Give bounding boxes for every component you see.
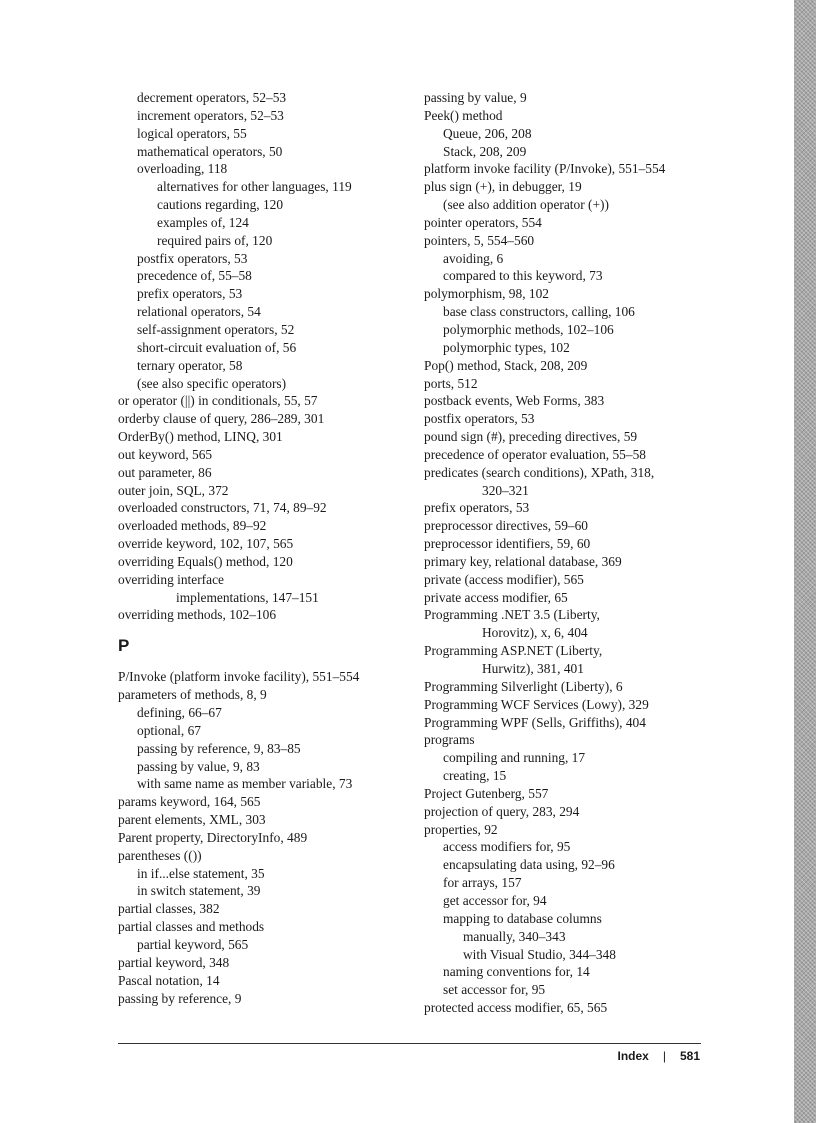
index-subentry: in if...else statement, 35 [137, 865, 265, 881]
index-subentry: creating, 15 [443, 768, 507, 784]
index-entry-continuation: Hurwitz), 381, 401 [482, 661, 584, 676]
index-entry: out parameter, 86 [118, 464, 212, 480]
index-subentry: relational operators, 54 [137, 304, 261, 320]
index-subentry: (see also addition operator (+)) [443, 197, 609, 213]
index-entry: parentheses (()) [118, 847, 202, 863]
index-subentry: with Visual Studio, 344–348 [463, 946, 616, 962]
index-subentry: decrement operators, 52–53 [137, 90, 287, 105]
index-entry: properties, 92 [424, 821, 498, 837]
section-letter-p: P [118, 636, 130, 656]
index-entry: preprocessor identifiers, 59, 60 [424, 536, 591, 552]
index-entry: Programming .NET 3.5 (Liberty, [424, 607, 600, 623]
page-number: 581 [679, 1049, 700, 1063]
index-entry: or operator (||) in conditionals, 55, 57 [118, 393, 318, 409]
index-subentry: ternary operator, 58 [137, 357, 243, 373]
index-subentry: partial keyword, 565 [137, 936, 249, 952]
index-subentry: (see also specific operators) [137, 375, 287, 391]
index-subentry: with same name as member variable, 73 [137, 776, 353, 792]
index-subentry: passing by reference, 9, 83–85 [137, 740, 301, 756]
left-entries-o [118, 89, 408, 624]
index-entry: plus sign (+), in debugger, 19 [424, 179, 582, 195]
index-entry: predicates (search conditions), XPath, 318, [424, 464, 655, 480]
index-entry: passing by reference, 9 [118, 990, 242, 1006]
index-subentry: get accessor for, 94 [443, 892, 547, 908]
index-entry: overriding Equals() method, 120 [118, 553, 293, 569]
index-entry: private (access modifier), 565 [424, 571, 584, 587]
index-entry: overriding interface [118, 571, 224, 587]
index-subentry: short-circuit evaluation of, 56 [137, 339, 297, 355]
index-entry: Programming WPF (Sells, Griffiths), 404 [424, 714, 646, 730]
index-entry: protected access modifier, 65, 565 [424, 1000, 608, 1016]
index-subentry: self-assignment operators, 52 [137, 321, 295, 337]
index-entry: overloaded constructors, 71, 74, 89–92 [118, 500, 327, 516]
index-entry: partial classes, 382 [118, 901, 220, 917]
index-entry-continuation: implementations, 147–151 [176, 589, 319, 605]
index-entry: postback events, Web Forms, 383 [424, 393, 605, 409]
index-subentry: passing by value, 9, 83 [137, 758, 260, 774]
index-entry: parent elements, XML, 303 [118, 812, 266, 828]
index-subentry: precedence of, 55–58 [137, 268, 252, 284]
index-entry: postfix operators, 53 [424, 411, 535, 427]
index-entry: prefix operators, 53 [424, 500, 530, 516]
footer-rule [118, 1043, 701, 1044]
left-entries-p [118, 668, 408, 1007]
index-entry: pointer operators, 554 [424, 214, 542, 230]
index-subentry: increment operators, 52–53 [137, 107, 284, 123]
index-subentry: compiling and running, 17 [443, 750, 586, 766]
index-entry: OrderBy() method, LINQ, 301 [118, 429, 283, 445]
index-subentry: overloading, 118 [137, 161, 228, 177]
index-subentry: defining, 66–67 [137, 705, 222, 720]
index-entry: overriding methods, 102–106 [118, 607, 277, 623]
index-subentry: cautions regarding, 120 [157, 197, 284, 213]
footer-separator: | [662, 1049, 666, 1063]
index-subentry: mapping to database columns [443, 910, 602, 926]
index-entry: partial classes and methods [118, 919, 265, 935]
index-subentry: mathematical operators, 50 [137, 143, 283, 159]
index-subentry: Stack, 208, 209 [443, 143, 527, 159]
index-subentry: logical operators, 55 [137, 125, 247, 141]
index-entry: Programming ASP.NET (Liberty, [424, 643, 603, 659]
index-entry: pound sign (#), preceding directives, 59 [424, 429, 638, 445]
index-entry: P/Invoke (platform invoke facility), 551–554 [118, 669, 360, 685]
index-entry: out keyword, 565 [118, 446, 213, 462]
index-entry: Pascal notation, 14 [118, 972, 220, 988]
right-entries-p [424, 89, 714, 1017]
index-entry-continuation: Horovitz), x, 6, 404 [482, 625, 588, 641]
index-entry: override keyword, 102, 107, 565 [118, 536, 294, 552]
index-subentry: avoiding, 6 [443, 250, 504, 266]
index-entry: Programming WCF Services (Lowy), 329 [424, 696, 649, 712]
index-subentry: compared to this keyword, 73 [443, 268, 603, 284]
index-entry: Programming Silverlight (Liberty), 6 [424, 678, 623, 694]
index-subentry: required pairs of, 120 [157, 232, 273, 248]
index-entry: precedence of operator evaluation, 55–58 [424, 446, 646, 462]
index-subentry: access modifiers for, 95 [443, 839, 571, 855]
index-entry: pointers, 5, 554–560 [424, 232, 535, 248]
index-entry: preprocessor directives, 59–60 [424, 518, 588, 534]
index-entry: platform invoke facility (P/Invoke), 551–554 [424, 161, 666, 177]
index-entry: Parent property, DirectoryInfo, 489 [118, 829, 308, 845]
index-entry: private access modifier, 65 [424, 589, 568, 605]
index-subentry: polymorphic methods, 102–106 [443, 321, 614, 337]
index-entry: projection of query, 283, 294 [424, 803, 580, 819]
footer-label: Index [617, 1049, 649, 1063]
index-entry: ports, 512 [424, 375, 478, 391]
index-subentry: examples of, 124 [157, 214, 249, 230]
index-subentry: polymorphic types, 102 [443, 339, 570, 355]
index-entry: partial keyword, 348 [118, 954, 230, 970]
index-subentry: prefix operators, 53 [137, 286, 243, 302]
index-entry: outer join, SQL, 372 [118, 482, 229, 498]
index-entry: overloaded methods, 89–92 [118, 518, 267, 534]
index-subentry: alternatives for other languages, 119 [157, 179, 352, 195]
index-entry: passing by value, 9 [424, 90, 527, 105]
index-subentry: Queue, 206, 208 [443, 125, 532, 141]
index-subentry: in switch statement, 39 [137, 883, 261, 899]
index-entry: Pop() method, Stack, 208, 209 [424, 357, 588, 373]
index-entry: Peek() method [424, 107, 503, 123]
index-subentry: naming conventions for, 14 [443, 964, 590, 980]
index-entry: Project Gutenberg, 557 [424, 785, 549, 801]
index-entry: polymorphism, 98, 102 [424, 286, 549, 302]
index-subentry: encapsulating data using, 92–96 [443, 857, 615, 873]
index-column-right [424, 89, 714, 1017]
index-subentry: manually, 340–343 [463, 928, 566, 944]
index-subentry: for arrays, 157 [443, 875, 522, 891]
page-edge-strip [794, 0, 816, 1123]
index-subentry: set accessor for, 95 [443, 982, 546, 998]
page-footer [618, 1048, 701, 1064]
index-subentry: optional, 67 [137, 722, 201, 738]
index-entry: programs [424, 732, 475, 748]
index-column-left [118, 89, 408, 1007]
index-entry: orderby clause of query, 286–289, 301 [118, 411, 325, 427]
index-entry: params keyword, 164, 565 [118, 794, 261, 810]
index-entry-continuation: 320–321 [482, 482, 529, 498]
index-entry: parameters of methods, 8, 9 [118, 687, 267, 703]
index-subentry: postfix operators, 53 [137, 250, 248, 266]
index-entry: primary key, relational database, 369 [424, 553, 622, 569]
index-subentry: base class constructors, calling, 106 [443, 304, 635, 320]
